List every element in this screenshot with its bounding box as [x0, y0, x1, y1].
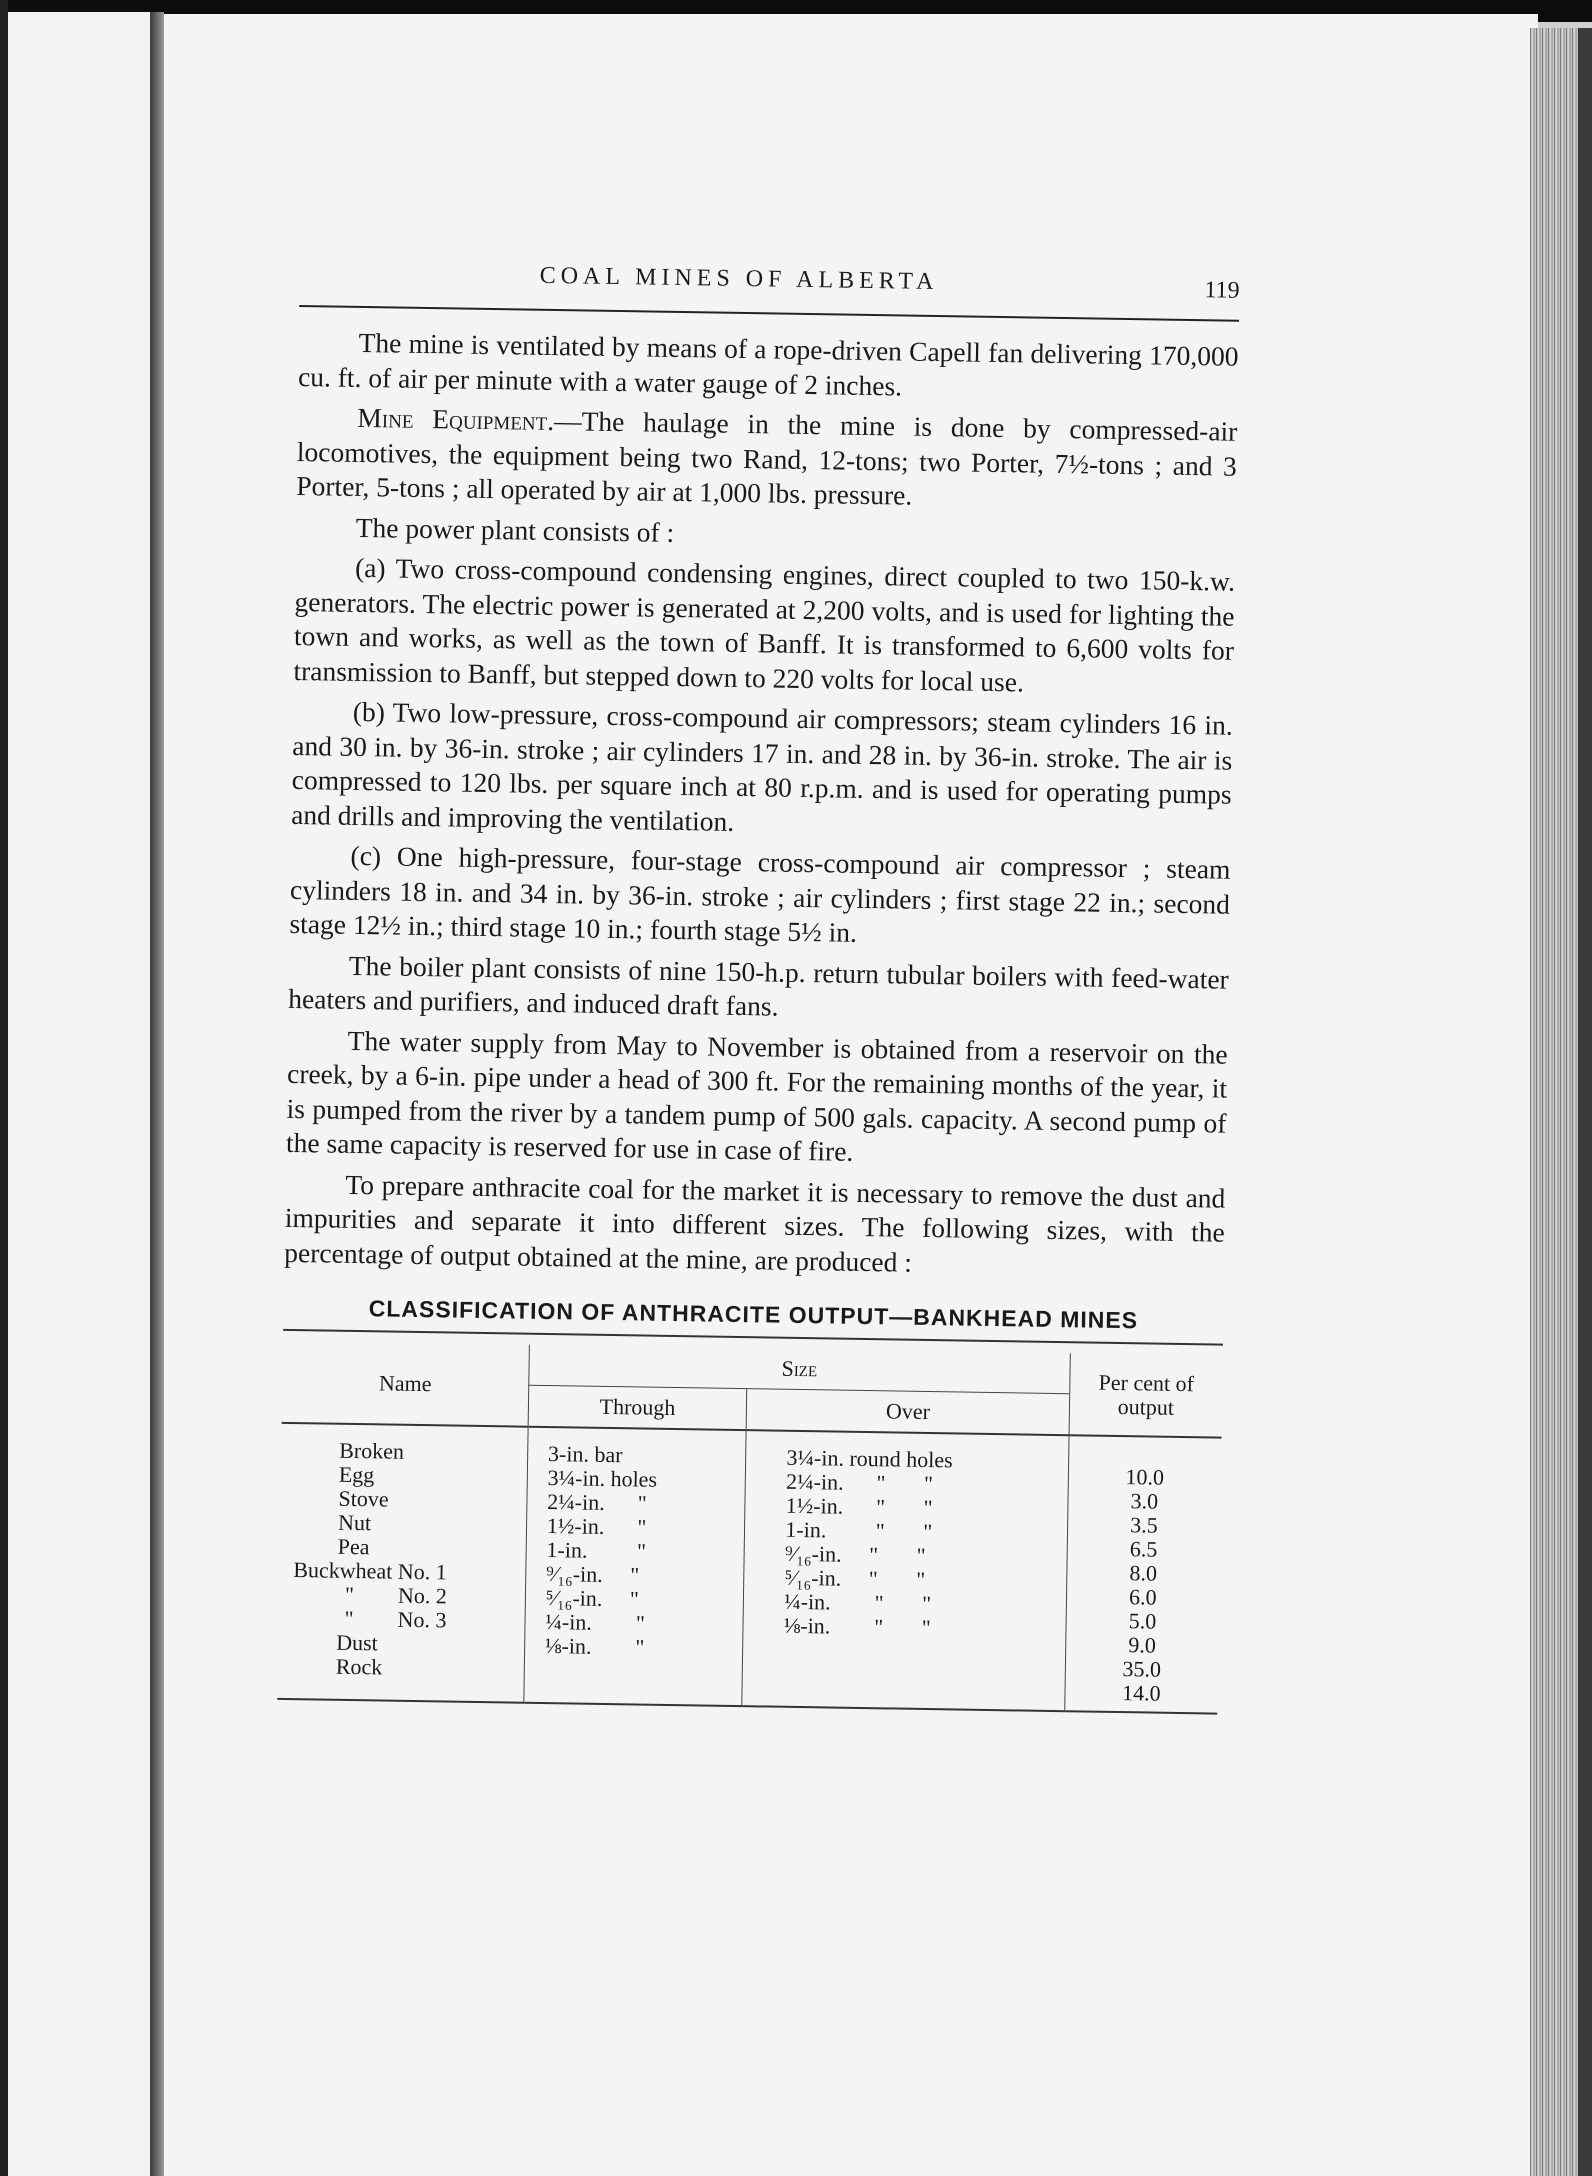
through-cell: ¼-in. ": [545, 1609, 645, 1636]
percent-column: [1064, 1435, 1221, 1713]
over-column: [742, 1430, 1069, 1711]
percent-cell: 9.0: [1128, 1632, 1157, 1658]
paragraph-anthracite-prep: To prepare anthracite coal for the market it is necessary to remove the dust and impurities and separate it into different sizes. The following sizes, with the percentage of output obtained at the mine, are produced :: [284, 1168, 1226, 1278]
percent-cell: 3.0: [1130, 1488, 1159, 1514]
through-cell: 3¼-in. holes: [547, 1465, 658, 1492]
over-cell: 1½-in. " ": [785, 1492, 933, 1521]
header-through: Through: [528, 1385, 747, 1430]
name-cell: " No. 2: [344, 1581, 448, 1609]
over-cell: ⁵⁄₁₆-in. " ": [784, 1564, 926, 1592]
name-cell: Dust: [336, 1629, 378, 1656]
paragraph-mine-equipment: [296, 400, 1238, 518]
over-cell: 2¼-in. " ": [785, 1468, 934, 1497]
percent-cell: 6.5: [1129, 1536, 1158, 1562]
paragraph-boiler-plant: The boiler plant consists of nine 150-h.p. return tubular boilers with feed-water heaters and purifiers, and induced draft fans.: [288, 949, 1229, 1022]
page-content: [277, 255, 1240, 1715]
name-cell: Nut: [337, 1509, 372, 1536]
anthracite-output-table: [277, 1341, 1223, 1715]
scan-left-edge: [0, 0, 8, 2176]
through-cell: 1-in. ": [546, 1537, 647, 1564]
through-cell: ⅛-in. ": [544, 1633, 645, 1660]
book-gutter: [150, 12, 164, 2176]
through-cell: 2¼-in. ": [547, 1489, 647, 1516]
header-over: Over: [746, 1389, 1069, 1436]
header-size: Size: [529, 1345, 1071, 1394]
through-cell: 1½-in. ": [546, 1513, 647, 1540]
paragraph-ventilation: The mine is ventilated by means of a rope-driven Capell fan delivering 170,000 cu. ft. of air per minute with a water gauge of 2 inches.: [297, 326, 1239, 401]
percent-cell: 8.0: [1129, 1560, 1158, 1586]
percent-cell: 3.5: [1130, 1512, 1158, 1538]
name-cell: Egg: [338, 1461, 375, 1488]
percent-cell: 6.0: [1128, 1584, 1157, 1610]
name-cell: Buckwheat No. 1: [293, 1557, 447, 1585]
name-cell: Pea: [337, 1533, 370, 1560]
page-number: 119: [1204, 277, 1240, 304]
through-cell: ⁵⁄₁₆-in. ": [545, 1585, 640, 1612]
over-cell: ⁹⁄₁₆-in. " ": [784, 1540, 926, 1568]
through-column: [524, 1427, 747, 1706]
name-cell: Broken: [339, 1437, 405, 1464]
over-cell: ¼-in. " ": [784, 1588, 932, 1617]
running-title: COAL MINES OF ALBERTA: [539, 262, 939, 296]
paragraph-item-c: (c) One high-pressure, four-stage cross-compound air compressor ; steam cylinders 18 in. and 34 in. by 36-in. stroke ; air cylinders ; first stage 22 in.; second stage 12½ in.; third stage 10 in.; fourth stage 5½ in.: [289, 839, 1231, 948]
paragraph-water-supply: The water supply from May to November is obtained from a reservoir on the creek, by a 6-in. pipe under a head of 300 ft. For the remaining months of the year, it is pumped from the river by a tandem pump of 500 gals. capacity. A second pump of the same capacity is reserved for use in case of fire.: [285, 1024, 1228, 1167]
header-name: Name: [282, 1341, 530, 1427]
percent-cell: 14.0: [1121, 1680, 1161, 1706]
paragraph-item-b: (b) Two low-pressure, cross-compound air compressors; steam cylinders 16 in. and 30 in. by 36-in. stroke ; air cylinders 17 in. and 28 in. by 36-in. stroke. The air is compressed to 120 lbs. per square inch at 80 r.p.m. and is used for operating pumps and drills and improving the ventilation.: [290, 695, 1233, 837]
paragraph-power-plant: The power plant consists of :: [355, 511, 675, 548]
page-edges: [1530, 28, 1592, 2176]
over-cell: 3¼-in. round holes: [786, 1444, 953, 1473]
name-cell: Rock: [335, 1653, 383, 1680]
facing-page: [0, 12, 153, 2176]
percent-cell: 5.0: [1128, 1608, 1157, 1634]
mine-equipment-text: The haulage in the mine is done by compressed-air locomotives, the equipment being two Rand, 12-tons; two Porter, 7½-tons ; and 3 Porter, 5-tons ; all operated by air at 1,000 lbs. pressure.: [296, 405, 1238, 511]
name-cell: " No. 3: [344, 1605, 447, 1633]
name-cell: Stove: [338, 1485, 389, 1512]
table-row: [277, 1423, 1221, 1714]
percent-cell: 10.0: [1125, 1464, 1165, 1490]
over-cell: ⅛-in. " ": [783, 1612, 931, 1641]
percent-cell: 35.0: [1122, 1656, 1162, 1682]
name-column: [277, 1423, 528, 1703]
table-title: CLASSIFICATION OF ANTHRACITE OUTPUT—BANKHEAD MINES: [283, 1294, 1223, 1346]
through-cell: 3-in. bar: [547, 1441, 623, 1468]
mine-equipment-heading: Mine Equipment.—: [357, 401, 582, 437]
over-cell: 1-in. " ": [785, 1516, 933, 1545]
paragraph-item-a: (a) Two cross-compound condensing engines, direct coupled to two 150-k.w. generators. The electric power is generated at 2,200 volts, and is used for lighting the town and works, as well as the town of Banff. It is transformed to 6,600 volts for transmission to Banff, but stepped down to 220 volts for local use.: [293, 551, 1236, 697]
through-cell: ⁹⁄₁₆-in. ": [545, 1561, 640, 1588]
body-text: [284, 325, 1239, 1285]
header-percent: Per cent of output: [1069, 1353, 1223, 1437]
